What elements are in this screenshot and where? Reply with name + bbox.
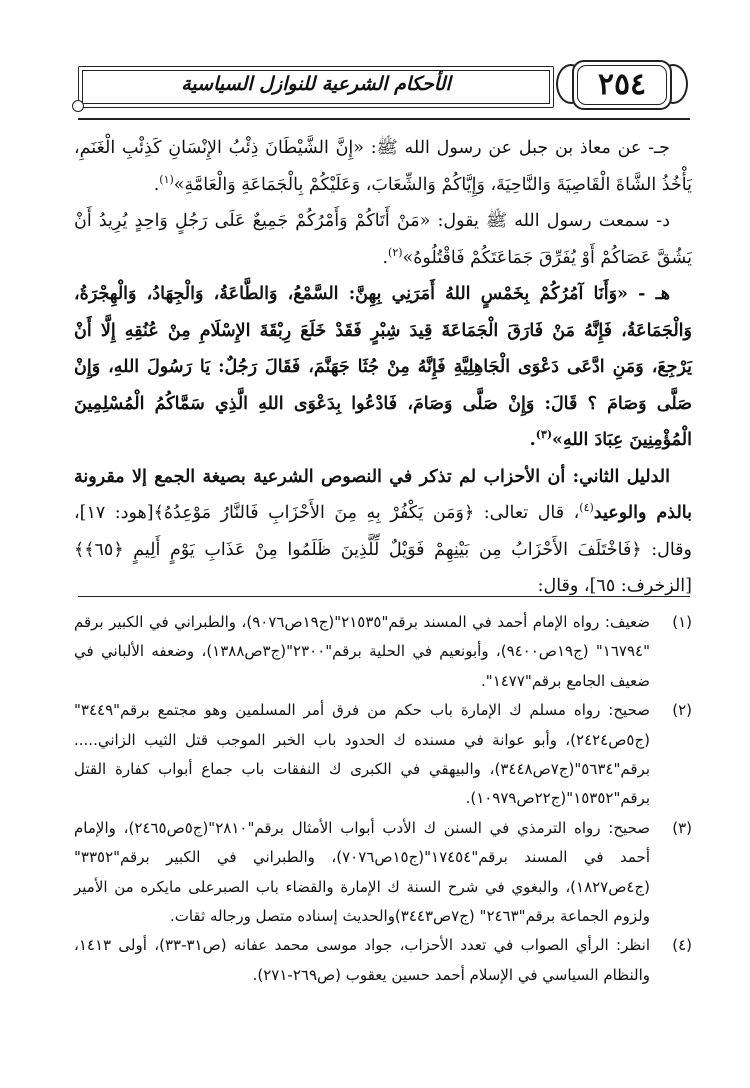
corner-ornament — [72, 100, 84, 112]
main-text — [74, 130, 692, 605]
paragraph-evidence — [74, 459, 692, 605]
footnote — [74, 814, 692, 932]
footnote-number: (٢) — [672, 701, 692, 720]
footnote-number: (٣) — [672, 818, 692, 837]
paragraph-d: د- سمعت رسول الله ﷺ يقول: «مَنْ أَتَاكُمْ وَأَمْرُكُمْ جَمِيعٌ عَلَى رَجُلٍ وَاحِدٍ يُرِيدُ أَنْ يَشُقَّ عَصَاكُمْ أَوْ يُفَرِّقَ جَمَاعَتَكُمْ فَاقْتُلُوهُ»$^{(٢)}$. — [74, 211, 692, 268]
footnote-ref: (٤) — [579, 501, 594, 515]
page-number-frame — [556, 60, 688, 114]
footnote-text: ضعيف: رواه الإمام أحمد في المسند برقم"٢١٥٣٥"(ج١٩ص٩٠٧٦)، والطبراني في الكبير برقم "١٦٧٩٤" (ج١٩ص٩٤٠٠)، وأبونعيم في الحلية برقم"٢٣٠٠"(ج٣ص١٣٨٨)، وضعفه الألباني في ضعيف الجامع برقم"١٤٧٧". — [74, 613, 650, 690]
footnote-number: (٤) — [672, 936, 692, 955]
footnote-ref: (٣) — [535, 428, 553, 442]
footnote — [74, 931, 692, 990]
footnote — [74, 608, 692, 696]
footnote-separator — [78, 596, 690, 597]
hadith-text: د- سمعت رسول الله ﷺ يقول: «مَنْ أَتَاكُمْ وَأَمْرُكُمْ جَمِيعٌ عَلَى رَجُلٍ وَاحِدٍ يُرِيدُ أَنْ يَشُقَّ عَصَاكُمْ أَوْ يُفَرِّقَ جَمَاعَتَكُمْ فَاقْتُلُوهُ» — [74, 211, 692, 268]
footnote-text: صحيح: رواه الترمذي في السنن ك الأدب أبواب الأمثال برقم"٢٨١٠"(ج٥ص٢٤٦٥)، والإمام أحمد في المسند برقم"١٧٤٥٤"(ج١٥ص٧٠٧٦)، والطبراني في الكبير برقم"٣٣٥٢" (ج٤ص١٨٢٧)، والبغوي في شرح السنة ك الإمارة والقضاء باب الصبرعلى مايكره من الأمير ولزوم الجماعة برقم"٢٤٦٣" (ج٧ص٣٤٤٣)والحديث إسناده متصل ورجاله ثقات. — [74, 818, 650, 926]
footnote-text: صحيح: رواه مسلم ك الإمارة باب حكم من فرق أمر المسلمين وهو مجتمع برقم"٣٤٤٩"(ج٥ص٢٤٢٤)، وأبو عوانة في مسنده ك الحدود باب الخبر الموجب قتل الثيب الزاني..... برقم"٥٦٣٤"(ج٧ص٣٤٤٨)، والبيهقي في الكبرى ك النفقات باب جماع أبواب كفارة القتل برقم"١٥٣٥٢"(ج٢٢ص١٠٩٧٩). — [74, 701, 650, 808]
page-number: ٢٥٤ — [597, 67, 647, 102]
page-header — [78, 66, 690, 124]
footnotes — [74, 608, 692, 990]
footnote-text: انظر: الرأي الصواب في تعدد الأحزاب، جواد موسى محمد عفانه (ص٣١-٣٣)، أولى ١٤١٣، والنظام السياسي في الإسلام أحمد حسين يعقوب (ص٢٦٩-٢٧١). — [74, 936, 650, 984]
evidence-heading: الدليل الثاني: أن الأحزاب لم تذكر في النصوص الشرعية بصيغة الجمع إلا مقرونة بالذم والوعيد — [74, 466, 692, 523]
footnote — [74, 696, 692, 814]
quran-citations: ، قال تعالى: ﴿وَمَن يَكْفُرْ بِهِ مِنَ الأَحْزَابِ فَالنَّارُ مَوْعِدُهُ﴾[هود: ١٧]، وقال: ﴿فَاخْتَلَفَ الأَحْزَابُ مِن بَيْنِهِمْ فَوَيْلٌ لِّلَّذِينَ ظَلَمُوا مِنْ عَذَابِ يَوْمٍ أَلِيمٍ ﴿٦٥﴾﴾[الزخرف: ٦٥]، وقال: — [74, 503, 692, 596]
header-rule — [78, 118, 690, 120]
paragraph-h: هـ - «وَأَنَا آمُرُكُمْ بِخَمْسٍ اللهُ أَمَرَنِي بِهِنَّ: السَّمْعُ، وَالطَّاعَةُ، وَالْجِهَادُ، وَالْهِجْرَةُ، وَالْجَمَاعَةُ، فَإِنَّهُ مَنْ فَارَقَ الْجَمَاعَةَ قِيدَ شِبْرٍ فَقَدْ خَلَعَ رِبْقَةَ الإِسْلَامِ مِنْ عُنُقِهِ إِلَّا أَنْ يَرْجِعَ، وَمَنِ ادَّعَى دَعْوَى الْجَاهِلِيَّةِ فَإِنَّهُ مِنْ جُثَا جَهَنَّمَ، فَقَالَ رَجُلٌ: يَا رَسُولَ اللهِ، وَإِنْ صَلَّى وَصَامَ ؟ قَالَ: وَإِنْ صَلَّى وَصَامَ، فَادْعُوا بِدَعْوَى اللهِ الَّذِي سَمَّاكُمُ الْمُسْلِمِينَ الْمُؤْمِنِينَ عِبَادَ اللهِ»$^{(٣)}$. — [74, 284, 692, 450]
paragraph-j: جـ- عن معاذ بن جبل عن رسول الله ﷺ: «إِنَّ الشَّيْطَانَ ذِئْبُ الإِنْسَانِ كَذِئْبِ الْغَنَمِ، يَأْخُذُ الشَّاةَ الْقَاصِيَةَ وَالنَّاحِيَةَ، وَإِيَّاكُمْ وَالشِّعَابَ، وَعَلَيْكُمْ بِالْجَمَاعَةِ وَالْعَامَّةِ»$^{(١)}$. — [74, 138, 692, 195]
hadith-text: جـ- عن معاذ بن جبل عن رسول الله ﷺ: «إِنَّ الشَّيْطَانَ ذِئْبُ الإِنْسَانِ كَذِئْبِ الْغَنَمِ، يَأْخُذُ الشَّاةَ الْقَاصِيَةَ وَالنَّاحِيَةَ، وَإِيَّاكُمْ وَالشِّعَابَ، وَعَلَيْكُمْ بِالْجَمَاعَةِ وَالْعَامَّةِ» — [74, 138, 692, 195]
running-title: الأحكام الشرعية للنوازل السياسية — [181, 73, 451, 95]
running-title-frame — [78, 66, 554, 108]
footnote-ref: (١) — [159, 172, 174, 186]
footnote-ref: (٢) — [388, 245, 403, 259]
hadith-text: هـ - «وَأَنَا آمُرُكُمْ بِخَمْسٍ اللهُ أَمَرَنِي بِهِنَّ: السَّمْعُ، وَالطَّاعَةُ، وَالْجِهَادُ، وَالْهِجْرَةُ، وَالْجَمَاعَةُ، فَإِنَّهُ مَنْ فَارَقَ الْجَمَاعَةَ قِيدَ شِبْرٍ فَقَدْ خَلَعَ رِبْقَةَ الإِسْلَامِ مِنْ عُنُقِهِ إِلَّا أَنْ يَرْجِعَ، وَمَنِ ادَّعَى دَعْوَى الْجَاهِلِيَّةِ فَإِنَّهُ مِنْ جُثَا جَهَنَّمَ، فَقَالَ رَجُلٌ: يَا رَسُولَ اللهِ، وَإِنْ صَلَّى وَصَامَ ؟ قَالَ: وَإِنْ صَلَّى وَصَامَ، فَادْعُوا بِدَعْوَى اللهِ الَّذِي سَمَّاكُمُ الْمُسْلِمِينَ الْمُؤْمِنِينَ عِبَادَ اللهِ» — [74, 284, 692, 450]
footnote-number: (١) — [672, 613, 692, 631]
